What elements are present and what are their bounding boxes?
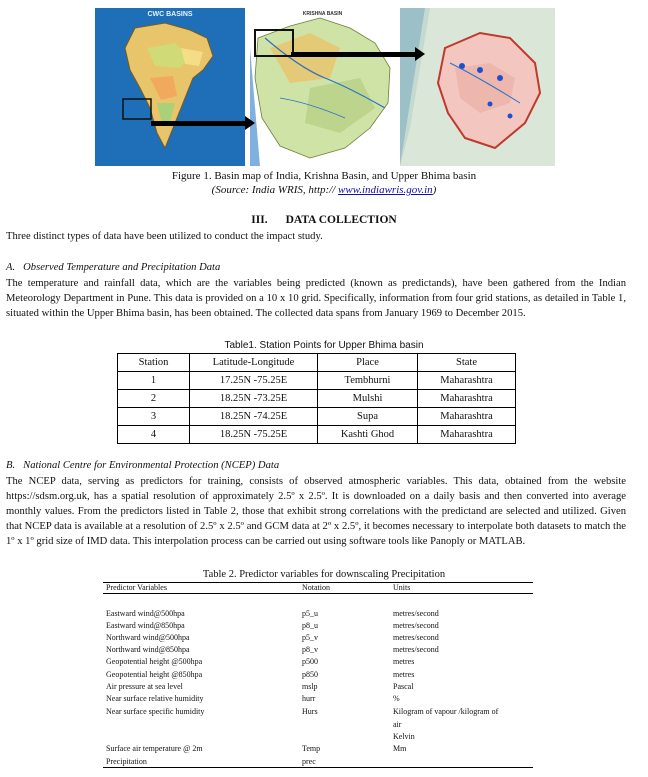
table2-cell: Near surface specific humidity [106,707,205,716]
section-intro: Three distinct types of data have been utilized to conduct the impact study. [6,231,323,242]
table2-cell: Kelvin [393,732,415,741]
table2-cell: Temp [302,744,321,753]
table2-cell: p500 [302,657,318,666]
table2-title: Table 2. Predictor variables for downscaling Precipitation [202,569,446,580]
table-row [118,408,516,426]
table1-header: Place [318,354,418,372]
table1-title: Table1. Station Points for Upper Bhima basin [224,340,424,351]
india-map-graphic [95,8,245,166]
table1-header-row [118,354,516,372]
table2-cell: Eastward wind@500hpa [106,609,185,618]
table2-cell: p850 [302,670,318,679]
table-row [118,390,516,408]
table1-cell: 18.25N -74.25E [190,408,318,426]
table1 [117,353,516,444]
krishna-basin-map [250,8,395,166]
arrow-india-to-krishna [151,121,246,126]
krishna-map-graphic [250,8,395,166]
table2-header: Predictor Variables [106,583,167,592]
upper-bhima-basin-map [400,8,555,166]
table2-cell: Pascal [393,682,414,691]
table2-cell: Geopotential height @500hpa [106,657,203,666]
subsection-a-text: The temperature and rainfall data, which are the variables being predicted (known as predictands), have been gathered from the Indian Meteorology Department in Pune. This data is provided on a 10 x 10 grid. Specifically, information from four grid stations, as detailed in Table 1, situated within the Upper Bhima basin, has been obtained. The collected data spans from January 1969 to December 2015. [6,278,626,319]
arrow-krishna-to-bhima [291,52,416,57]
table1-cell: Tembhurni [318,372,418,390]
table-row [118,372,516,390]
table2-cell: metres/second [393,645,439,654]
table1-cell: 18.25N -75.25E [190,426,318,444]
table1-cell: Supa [318,408,418,426]
table1-cell: Maharashtra [418,390,516,408]
table2-cell: % [393,694,400,703]
table2-bottom-rule [103,767,533,768]
table2-cell: Surface air temperature @ 2m [106,744,203,753]
table2 [103,582,533,768]
table1-cell: 3 [118,408,190,426]
table2-cell: Precipitation [106,757,147,766]
table2-cell: p5_v [302,633,318,642]
table2-cell: Near surface relative humidity [106,694,204,703]
panel2-title: KRISHNA BASIN [302,11,343,17]
table1-cell: Kashti Ghod [318,426,418,444]
subsection-a-title: Observed Temperature and Precipitation Data [23,262,221,273]
table1-cell: 17.25N -75.25E [190,372,318,390]
table2-cell: Northward wind@500hpa [106,633,190,642]
subsection-a-heading [6,262,220,273]
panel1-title: CWC BASINS [147,11,193,18]
section-number: III. [251,214,268,226]
subsection-b-text: The NCEP data, serving as predictors for training, consists of observed atmospheric variables. This data, obtained from the website https://sdsm.org.uk, has a spatial resolution of approximately 2.5º x 2.5º. It is downloaded on a daily basis and then converted into average monthly values. From the predictors listed in Table 2, those that exhibit strong correlations with the predictand are selected and utilized. Given that NCEP data is available at a resolution of 2.5º x 2.5º and GCM data at 2º x 2.5º, it becomes necessary to interpolate both datasets to match the 1º x 1º grid size of IMD data. This interpolation process can be carried out using software tools like Panoply or MATLAB. [6,476,626,547]
table2-cell: p8_v [302,645,318,654]
figure-source [0,184,648,196]
source-suffix: ) [432,184,437,196]
bhima-map-graphic [400,8,555,166]
table-row [118,426,516,444]
table1-cell: 18.25N -73.25E [190,390,318,408]
table2-cell: hurr [302,694,316,703]
section-heading [0,214,648,226]
figure-basin-maps [95,8,555,166]
india-basin-map [95,8,245,166]
table2-cell: Air pressure at sea level [106,682,183,691]
table2-header: Units [393,583,411,592]
subsection-b-letter: B. [6,460,16,471]
table2-cell: Mm [393,744,407,753]
table2-cell: Kilogram of vapour /kilogram of [393,707,499,716]
figure-caption: Figure 1. Basin map of India, Krishna Basin, and Upper Bhima basin [171,170,477,182]
table1-cell: Maharashtra [418,408,516,426]
table2-header: Notation [302,583,330,592]
source-prefix: (Source: India WRIS, http:// [211,184,339,196]
table1-header: Station [118,354,190,372]
table2-cell: Hurs [302,707,318,716]
table2-cell: metres/second [393,633,439,642]
table2-cell: metres [393,657,415,666]
table2-cell: Northward wind@850hpa [106,645,190,654]
table2-cell: metres/second [393,609,439,618]
table2-header-row [103,582,533,594]
table2-cell: Geopotential height @850hpa [106,670,203,679]
table2-cell: metres/second [393,621,439,630]
table1-cell: 4 [118,426,190,444]
subsection-a-letter: A. [6,262,16,273]
table2-cell: metres [393,670,415,679]
table1-header: Latitude-Longitude [190,354,318,372]
table1-header: State [418,354,516,372]
subsection-b-title: National Centre for Environmental Protection (NCEP) Data [23,460,280,471]
table2-cell: Eastward wind@850hpa [106,621,185,630]
table1-cell: Maharashtra [418,372,516,390]
table1-cell: 1 [118,372,190,390]
table2-cell: prec [302,757,316,766]
table2-cell: air [393,720,402,729]
table1-cell: Maharashtra [418,426,516,444]
subsection-b-heading [6,460,279,471]
table1-cell: 2 [118,390,190,408]
section-title: DATA COLLECTION [285,214,397,226]
table2-cell: mslp [302,682,318,691]
table1-cell: Mulshi [318,390,418,408]
table2-cell: p5_u [302,609,318,618]
table2-cell: p8_u [302,621,318,630]
source-link[interactable]: www.indiawris.gov.in [338,184,433,196]
